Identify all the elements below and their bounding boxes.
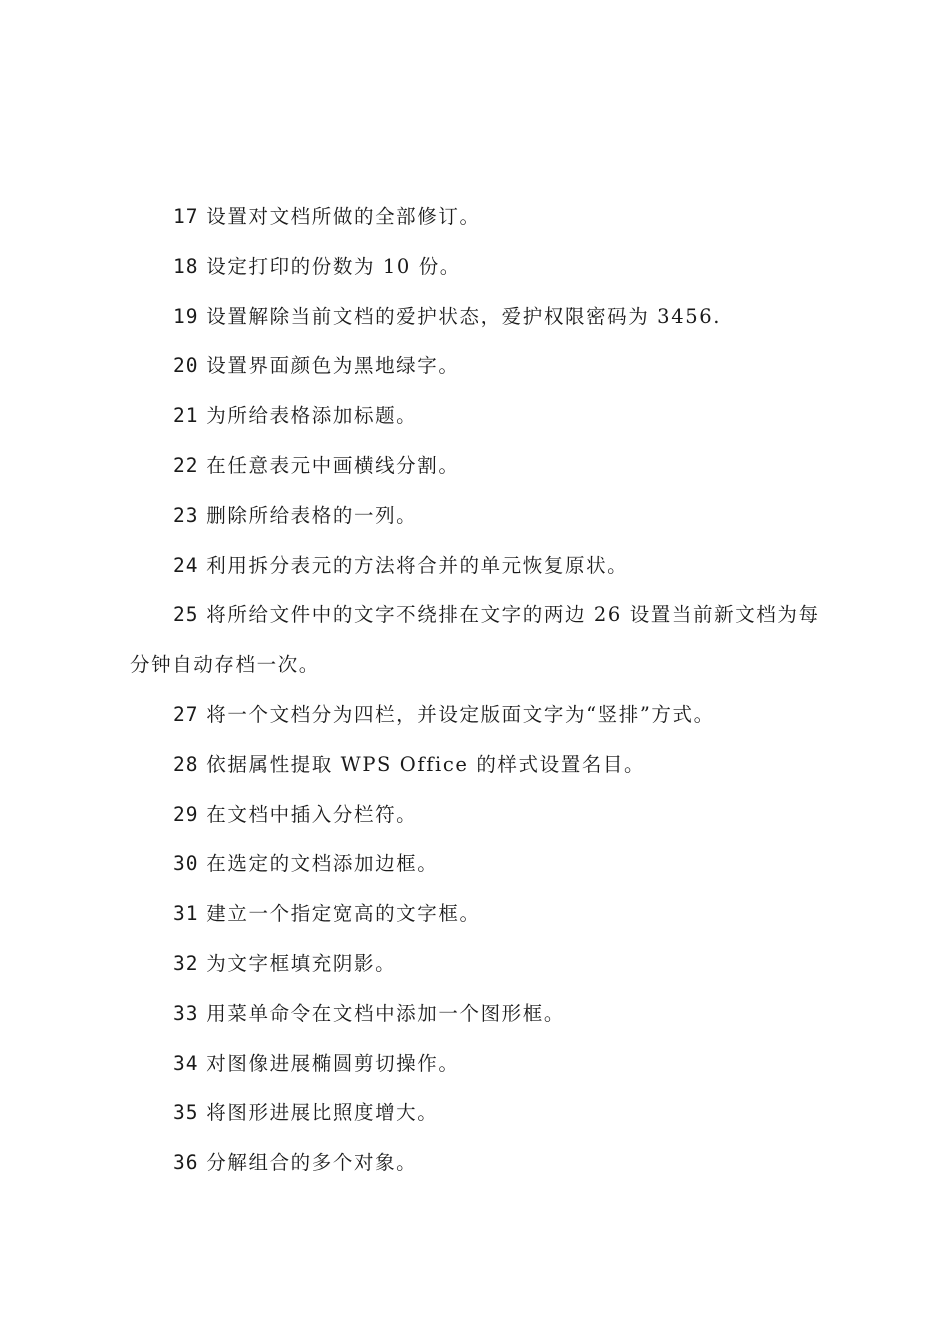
item-number: 29 <box>173 802 199 826</box>
item-text: 对图像进展椭圆剪切操作。 <box>198 1051 460 1075</box>
item-text: 设置解除当前文档的爱护状态，爱护权限密码为 3456. <box>198 304 722 328</box>
item-text: 将图形进展比照度增大。 <box>198 1101 439 1125</box>
item-number: 34 <box>173 1051 199 1075</box>
item-number: 20 <box>173 354 199 378</box>
list-item <box>130 740 834 790</box>
item-text: 依据属性提取 WPS Office 的样式设置名目。 <box>198 752 646 776</box>
list-item <box>130 292 834 342</box>
list-item <box>130 242 834 292</box>
item-number: 27 <box>173 702 199 726</box>
list-item <box>130 889 834 939</box>
item-text: 在文档中插入分栏符。 <box>198 802 418 826</box>
item-number: 25 <box>173 603 199 627</box>
document-body <box>130 192 834 1188</box>
list-item <box>130 1088 834 1138</box>
item-number: 36 <box>173 1151 199 1175</box>
item-text: 在任意表元中画横线分割。 <box>198 453 460 477</box>
list-item <box>130 391 834 441</box>
item-text: 设定打印的份数为 10 份。 <box>198 254 461 278</box>
item-number: 18 <box>173 254 199 278</box>
item-text: 设置界面颜色为黑地绿字。 <box>198 354 460 378</box>
list-item <box>130 989 834 1039</box>
list-item <box>130 839 834 889</box>
item-number: 19 <box>173 304 199 328</box>
list-item <box>130 491 834 541</box>
list-item <box>130 441 834 491</box>
item-text: 删除所给表格的一列。 <box>198 503 418 527</box>
item-text: 利用拆分表元的方法将合并的单元恢复原状。 <box>198 553 629 577</box>
list-item <box>130 1039 834 1089</box>
list-item <box>130 1138 834 1188</box>
item-number: 30 <box>173 852 199 876</box>
list-item <box>130 192 834 242</box>
item-text: 用菜单命令在文档中添加一个图形框。 <box>198 1001 565 1025</box>
item-text: 将所给文件中的文字不绕排在文字的两边 26 设置当前新文档为每分钟自动存档一次。 <box>130 603 820 677</box>
list-item <box>130 939 834 989</box>
list-item <box>130 590 834 690</box>
item-number: 28 <box>173 752 199 776</box>
item-number: 31 <box>173 902 199 926</box>
item-number: 17 <box>173 205 199 228</box>
item-number: 22 <box>173 453 199 477</box>
item-number: 32 <box>173 951 199 975</box>
list-item <box>130 690 834 740</box>
list-item <box>130 790 834 840</box>
item-number: 33 <box>173 1001 199 1025</box>
list-item <box>130 541 834 591</box>
item-text: 在选定的文档添加边框。 <box>198 852 439 876</box>
item-number: 23 <box>173 503 199 527</box>
item-text: 分解组合的多个对象。 <box>198 1151 418 1175</box>
item-text: 为所给表格添加标题。 <box>198 404 418 428</box>
item-number: 21 <box>173 404 199 428</box>
item-number: 35 <box>173 1101 199 1125</box>
item-text: 建立一个指定宽高的文字框。 <box>198 902 481 926</box>
item-text: 设置对文档所做的全部修订。 <box>198 205 481 228</box>
item-number: 24 <box>173 553 199 577</box>
item-text: 为文字框填充阴影。 <box>198 951 397 975</box>
list-item <box>130 341 834 391</box>
item-text: 将一个文档分为四栏，并设定版面文字为“竖排”方式。 <box>198 702 715 726</box>
